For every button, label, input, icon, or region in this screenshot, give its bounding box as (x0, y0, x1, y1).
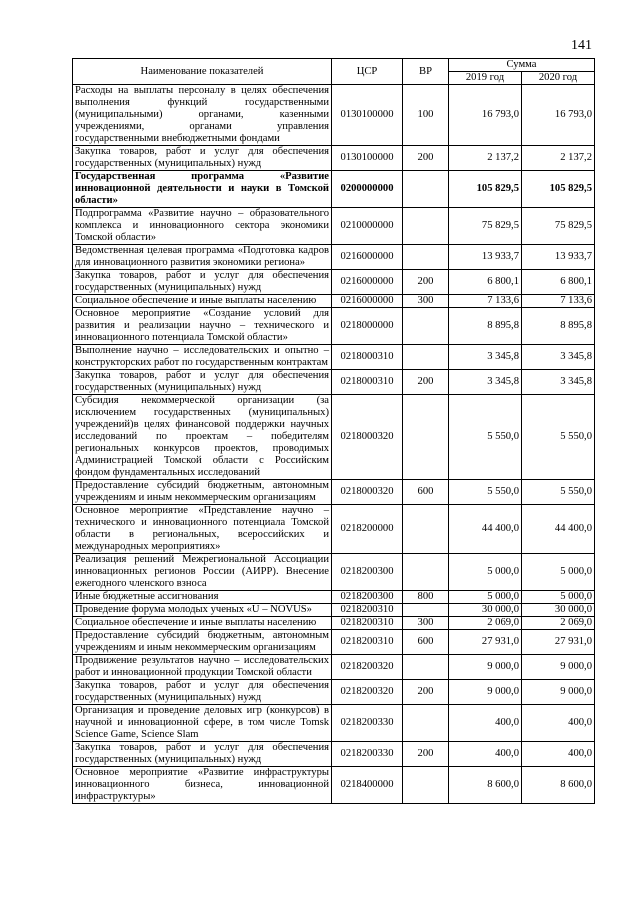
row-name-cell: Социальное обеспечение и иные выплаты населению (73, 295, 332, 308)
row-name-cell: Организация и проведение деловых игр (конкурсов) в научной и инновационной сфере, в том числе Tomsk Science Game, Science Slam (73, 705, 332, 742)
row-2019-cell: 9 000,0 (449, 680, 522, 705)
row-vr-cell: 300 (403, 295, 449, 308)
row-2019-cell: 2 137,2 (449, 146, 522, 171)
row-2019-cell: 13 933,7 (449, 245, 522, 270)
row-2020-cell: 105 829,5 (522, 171, 595, 208)
table-row (73, 85, 595, 146)
row-vr-cell (403, 604, 449, 617)
row-name-cell: Продвижение результатов научно – исследовательских работ и инновационной продукции Томской области (73, 655, 332, 680)
row-vr-cell (403, 245, 449, 270)
row-2020-cell: 9 000,0 (522, 655, 595, 680)
row-2020-cell: 27 931,0 (522, 630, 595, 655)
row-vr-cell (403, 767, 449, 804)
row-csr-cell: 0130100000 (332, 85, 403, 146)
table-body (73, 85, 595, 804)
row-2019-cell: 7 133,6 (449, 295, 522, 308)
row-csr-cell: 0216000000 (332, 295, 403, 308)
row-vr-cell (403, 345, 449, 370)
row-csr-cell: 0218200330 (332, 705, 403, 742)
table-row (73, 395, 595, 480)
table-row (73, 480, 595, 505)
row-2019-cell: 8 600,0 (449, 767, 522, 804)
table-row (73, 308, 595, 345)
row-csr-cell: 0218000310 (332, 345, 403, 370)
row-vr-cell (403, 705, 449, 742)
table-row (73, 630, 595, 655)
row-name-cell: Основное мероприятие «Создание условий для развития и реализации научно – технического и инновационного потенциала Томской области» (73, 308, 332, 345)
header-vr: ВР (403, 59, 449, 85)
row-csr-cell: 0218200320 (332, 655, 403, 680)
row-name-cell: Выполнение научно – исследовательских и опытно – конструкторских работ по государственным контрактам (73, 345, 332, 370)
row-name-cell: Проведение форума молодых ученых «U – NOVUS» (73, 604, 332, 617)
header-year-2019: 2019 год (449, 72, 522, 85)
row-csr-cell: 0216000000 (332, 270, 403, 295)
row-2020-cell: 5 000,0 (522, 554, 595, 591)
row-name-cell: Закупка товаров, работ и услуг для обеспечения государственных (муниципальных) нужд (73, 742, 332, 767)
row-2020-cell: 5 550,0 (522, 395, 595, 480)
row-vr-cell: 200 (403, 680, 449, 705)
row-2019-cell: 44 400,0 (449, 505, 522, 554)
row-csr-cell: 0218000000 (332, 308, 403, 345)
row-2019-cell: 5 000,0 (449, 591, 522, 604)
row-2020-cell: 8 895,8 (522, 308, 595, 345)
header-sum: Сумма (449, 59, 595, 72)
row-csr-cell: 0218200300 (332, 554, 403, 591)
row-vr-cell (403, 395, 449, 480)
row-2020-cell: 8 600,0 (522, 767, 595, 804)
row-2019-cell: 5 000,0 (449, 554, 522, 591)
row-vr-cell: 800 (403, 591, 449, 604)
table-row (73, 171, 595, 208)
row-2020-cell: 13 933,7 (522, 245, 595, 270)
row-csr-cell: 0218000320 (332, 395, 403, 480)
row-vr-cell: 200 (403, 742, 449, 767)
row-2019-cell: 5 550,0 (449, 480, 522, 505)
row-name-cell: Государственная программа «Развитие инновационной деятельности и науки в Томской области» (73, 171, 332, 208)
row-vr-cell: 300 (403, 617, 449, 630)
row-2020-cell: 2 069,0 (522, 617, 595, 630)
header-name: Наименование показателей (73, 59, 332, 85)
row-name-cell: Основное мероприятие «Представление научно – технического и инновационного потенциала Томской области в региональных, всероссийских и международных мероприятиях» (73, 505, 332, 554)
table-row (73, 345, 595, 370)
table-row (73, 554, 595, 591)
row-vr-cell (403, 171, 449, 208)
row-csr-cell: 0200000000 (332, 171, 403, 208)
row-csr-cell: 0218200310 (332, 617, 403, 630)
table-row (73, 146, 595, 171)
table-row (73, 767, 595, 804)
table-row (73, 591, 595, 604)
row-csr-cell: 0218400000 (332, 767, 403, 804)
row-vr-cell: 600 (403, 480, 449, 505)
row-2019-cell: 75 829,5 (449, 208, 522, 245)
row-name-cell: Иные бюджетные ассигнования (73, 591, 332, 604)
row-2019-cell: 6 800,1 (449, 270, 522, 295)
row-csr-cell: 0218200330 (332, 742, 403, 767)
row-vr-cell: 200 (403, 270, 449, 295)
table-row (73, 680, 595, 705)
row-name-cell: Закупка товаров, работ и услуг для обеспечения государственных (муниципальных) нужд (73, 680, 332, 705)
row-vr-cell: 200 (403, 370, 449, 395)
row-2019-cell: 8 895,8 (449, 308, 522, 345)
row-2020-cell: 16 793,0 (522, 85, 595, 146)
row-2020-cell: 3 345,8 (522, 370, 595, 395)
row-2020-cell: 400,0 (522, 742, 595, 767)
row-2020-cell: 400,0 (522, 705, 595, 742)
row-2019-cell: 27 931,0 (449, 630, 522, 655)
table-row (73, 655, 595, 680)
table-row (73, 604, 595, 617)
row-2019-cell: 3 345,8 (449, 345, 522, 370)
page-number: 141 (571, 38, 592, 53)
row-2020-cell: 3 345,8 (522, 345, 595, 370)
header-csr: ЦСР (332, 59, 403, 85)
row-2020-cell: 2 137,2 (522, 146, 595, 171)
row-vr-cell (403, 208, 449, 245)
row-vr-cell (403, 505, 449, 554)
row-2020-cell: 44 400,0 (522, 505, 595, 554)
row-2020-cell: 30 000,0 (522, 604, 595, 617)
row-2020-cell: 9 000,0 (522, 680, 595, 705)
row-2019-cell: 16 793,0 (449, 85, 522, 146)
row-2019-cell: 400,0 (449, 705, 522, 742)
row-2020-cell: 75 829,5 (522, 208, 595, 245)
table-row (73, 742, 595, 767)
row-name-cell: Субсидия некоммерческой организации (за исключением государственных (муниципальных) учреждений)в целях финансовой поддержки научных исследований по проектам – победителям региональных конкурсов проектов, проводимых Администрацией Томской области с Российским фондом фундаментальных исследований (73, 395, 332, 480)
row-2019-cell: 5 550,0 (449, 395, 522, 480)
row-name-cell: Реализация решений Межрегиональной Ассоциации инновационных регионов России (АИРР). Внесение ежегодного членского взноса (73, 554, 332, 591)
row-csr-cell: 0218200300 (332, 591, 403, 604)
row-vr-cell (403, 655, 449, 680)
row-name-cell: Закупка товаров, работ и услуг для обеспечения государственных (муниципальных) нужд (73, 146, 332, 171)
table-row (73, 370, 595, 395)
row-name-cell: Закупка товаров, работ и услуг для обеспечения государственных (муниципальных) нужд (73, 270, 332, 295)
header-year-2020: 2020 год (522, 72, 595, 85)
row-2020-cell: 5 550,0 (522, 480, 595, 505)
row-name-cell: Предоставление субсидий бюджетным, автономным учреждениям и иным некоммерческим организациям (73, 630, 332, 655)
row-2019-cell: 30 000,0 (449, 604, 522, 617)
table-row (73, 270, 595, 295)
row-csr-cell: 0218000320 (332, 480, 403, 505)
row-name-cell: Подпрограмма «Развитие научно – образовательного комплекса и инновационного сектора экономики Томской области» (73, 208, 332, 245)
row-2019-cell: 9 000,0 (449, 655, 522, 680)
row-2020-cell: 6 800,1 (522, 270, 595, 295)
header-row (73, 59, 595, 72)
row-csr-cell: 0210000000 (332, 208, 403, 245)
row-name-cell: Основное мероприятие «Развитие инфраструктуры инновационного бизнеса, инновационной инфраструктуры» (73, 767, 332, 804)
row-csr-cell: 0218000310 (332, 370, 403, 395)
table-row (73, 208, 595, 245)
row-csr-cell: 0216000000 (332, 245, 403, 270)
row-csr-cell: 0218200310 (332, 604, 403, 617)
row-2019-cell: 400,0 (449, 742, 522, 767)
row-csr-cell: 0218200320 (332, 680, 403, 705)
row-2020-cell: 5 000,0 (522, 591, 595, 604)
row-csr-cell: 0218200310 (332, 630, 403, 655)
row-2019-cell: 2 069,0 (449, 617, 522, 630)
row-2019-cell: 105 829,5 (449, 171, 522, 208)
row-vr-cell (403, 554, 449, 591)
row-vr-cell (403, 308, 449, 345)
table-row (73, 505, 595, 554)
row-name-cell: Предоставление субсидий бюджетным, автономным учреждениям и иным некоммерческим организациям (73, 480, 332, 505)
row-csr-cell: 0218200000 (332, 505, 403, 554)
row-vr-cell: 200 (403, 146, 449, 171)
row-vr-cell: 600 (403, 630, 449, 655)
row-name-cell: Закупка товаров, работ и услуг для обеспечения государственных (муниципальных) нужд (73, 370, 332, 395)
table-row (73, 245, 595, 270)
row-2020-cell: 7 133,6 (522, 295, 595, 308)
table-row (73, 705, 595, 742)
row-vr-cell: 100 (403, 85, 449, 146)
table-row (73, 295, 595, 308)
budget-table (72, 58, 595, 804)
table-row (73, 617, 595, 630)
row-name-cell: Расходы на выплаты персоналу в целях обеспечения выполнения функций государственными (муниципальными) органами, казенными учреждениями, органами управления государственными внебюджетными фондами (73, 85, 332, 146)
row-csr-cell: 0130100000 (332, 146, 403, 171)
row-2019-cell: 3 345,8 (449, 370, 522, 395)
row-name-cell: Социальное обеспечение и иные выплаты населению (73, 617, 332, 630)
row-name-cell: Ведомственная целевая программа «Подготовка кадров для инновационного развития экономики региона» (73, 245, 332, 270)
